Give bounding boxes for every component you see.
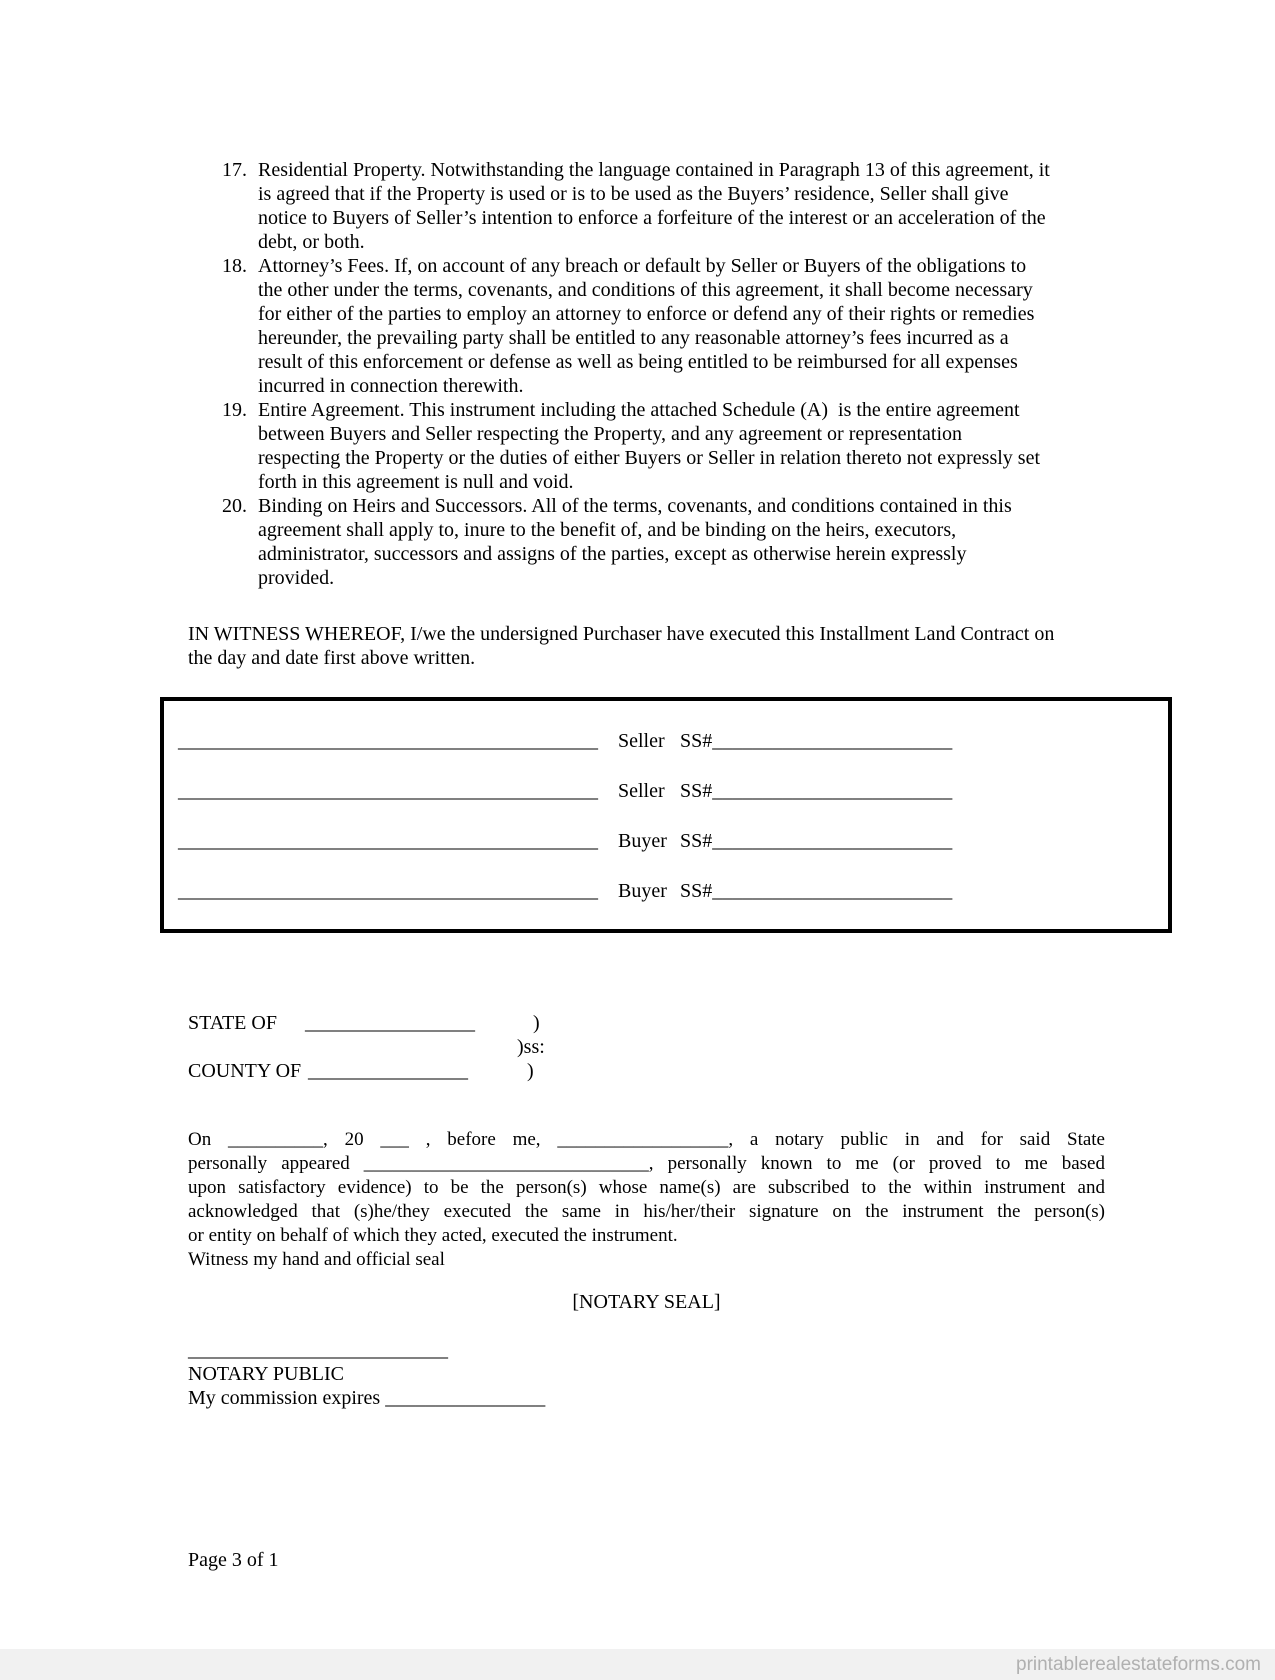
- page-content: [178, 158, 1105, 1410]
- numbered-paragraph-19: [188, 398, 1105, 494]
- ssn-label: SS#: [680, 880, 713, 902]
- paragraph-text-line: incurred in connection therewith.: [258, 375, 524, 397]
- paragraph-text-line: agreement shall apply to, inure to the benefit of, and be binding on the heirs, executors,: [258, 519, 957, 541]
- signature-box: [160, 697, 1172, 933]
- paragraph-text-line: between Buyers and Seller respecting the Property, and any agreement or representation: [258, 423, 962, 445]
- state-of-label: STATE OF: [188, 1012, 277, 1034]
- party-label: Buyer: [618, 880, 667, 902]
- numbered-paragraph-20: [188, 494, 1105, 590]
- paragraph-text: [258, 158, 1050, 254]
- paragraph-text-line: notice to Buyers of Seller’s intention to enforce a forfeiture of the interest or an acceleration of the: [258, 207, 1046, 229]
- paragraph-text-line: provided.: [258, 567, 335, 589]
- acknowledgment-text-line: personally appeared ______________________________, personally known to me (or proved to me based: [188, 1153, 1105, 1174]
- paragraph-text-line: Binding on Heirs and Successors. All of the terms, covenants, and conditions contained in this: [258, 495, 1012, 517]
- acknowledgment-text-line: acknowledged that (s)he/they executed the same in his/her/their signature on the instrument the person(s): [188, 1201, 1105, 1222]
- acknowledgment-text-line: On __________, 20 ___ , before me, __________________, a notary public in and for said State: [188, 1129, 1105, 1150]
- county-blank-line: ________________: [308, 1060, 468, 1082]
- paragraph-number: 17.: [222, 159, 247, 181]
- ssn-line: ________________________: [712, 730, 953, 752]
- signature-row-seller-2: [178, 779, 1168, 803]
- signature-row-buyer-1: [178, 829, 1168, 853]
- party-label: Seller: [618, 780, 665, 802]
- paragraph-text-line: respecting the Property or the duties of either Buyers or Seller in relation thereto not expressly set: [258, 447, 1041, 469]
- paragraph-text-line: debt, or both.: [258, 231, 365, 253]
- paragraph-number: 20.: [222, 495, 247, 517]
- ssn-label: SS#: [680, 830, 713, 852]
- paragraph-number: 19.: [222, 399, 247, 421]
- notary-seal-label: [NOTARY SEAL]: [572, 1291, 721, 1313]
- witness-text-line: the day and date first above written.: [188, 647, 476, 669]
- state-blank-line: _________________: [305, 1012, 475, 1034]
- paragraph-text: [258, 494, 1012, 590]
- numbered-paragraph-18: [188, 254, 1105, 398]
- ssn-line: ________________________: [712, 780, 953, 802]
- notary-signature-line: __________________________: [188, 1339, 448, 1361]
- witness-paragraph: [188, 622, 1105, 670]
- acknowledgment-paragraph: [188, 1128, 1105, 1272]
- commission-expires-line: My commission expires ________________: [188, 1387, 546, 1409]
- ssn-line: ________________________: [712, 880, 953, 902]
- paragraph-text-line: the other under the terms, covenants, and conditions of this agreement, it shall become necessary: [258, 279, 1033, 301]
- notary-venue-block: [188, 1011, 1105, 1083]
- signature-line: __________________________________________: [178, 780, 598, 802]
- paragraph-text-line: is agreed that if the Property is used or is to be used as the Buyers’ residence, Seller shall give: [258, 183, 1009, 205]
- page-number: Page 3 of 1: [188, 1549, 279, 1571]
- paragraph-text-line: forth in this agreement is null and void.: [258, 471, 574, 493]
- numbered-paragraph-17: [188, 158, 1105, 254]
- acknowledgment-text-line: Witness my hand and official seal: [188, 1249, 445, 1270]
- paragraph-text-line: result of this enforcement or defense as well as being entitled to be reimbursed for all expenses: [258, 351, 1018, 373]
- ssn-label: SS#: [680, 780, 713, 802]
- acknowledgment-text-line: upon satisfactory evidence) to be the person(s) whose name(s) are subscribed to the within instrument and: [188, 1177, 1105, 1198]
- signature-line: __________________________________________: [178, 830, 598, 852]
- signature-line: __________________________________________: [178, 730, 598, 752]
- party-label: Seller: [618, 730, 665, 752]
- county-paren: ): [527, 1060, 534, 1082]
- watermark-bar: [0, 1649, 1275, 1680]
- signature-row-seller-1: [178, 729, 1168, 753]
- paragraph-text-line: administrator, successors and assigns of the parties, except as otherwise herein expressly: [258, 543, 967, 565]
- paragraph-text-line: Entire Agreement. This instrument including the attached Schedule (A) is the entire agreement: [258, 399, 1020, 421]
- ss-marker: )ss:: [517, 1036, 545, 1058]
- watermark-text: printablerealestateforms.com: [1016, 1654, 1261, 1675]
- paragraph-text-line: Residential Property. Notwithstanding the language contained in Paragraph 13 of this agreement, it: [258, 159, 1050, 181]
- witness-text-line: IN WITNESS WHEREOF, I/we the undersigned Purchaser have executed this Installment Land Contract on: [188, 623, 1055, 645]
- state-paren: ): [533, 1012, 540, 1034]
- party-label: Buyer: [618, 830, 667, 852]
- ssn-label: SS#: [680, 730, 713, 752]
- paragraph-number: 18.: [222, 255, 247, 277]
- signature-line: __________________________________________: [178, 880, 598, 902]
- paragraph-text-line: hereunder, the prevailing party shall be entitled to any reasonable attorney’s fees incurred as a: [258, 327, 1009, 349]
- paragraph-text: [258, 398, 1040, 494]
- signature-row-buyer-2: [178, 879, 1168, 903]
- paragraph-text: [258, 254, 1034, 398]
- county-of-label: COUNTY OF: [188, 1060, 302, 1082]
- paragraph-text-line: for either of the parties to employ an attorney to enforce or defend any of their rights or remedies: [258, 303, 1035, 325]
- acknowledgment-text-line: or entity on behalf of which they acted, executed the instrument.: [188, 1225, 678, 1246]
- paragraph-text-line: Attorney’s Fees. If, on account of any breach or default by Seller or Buyers of the obligations to: [258, 255, 1027, 277]
- ssn-line: ________________________: [712, 830, 953, 852]
- notary-public-label: NOTARY PUBLIC: [188, 1363, 345, 1385]
